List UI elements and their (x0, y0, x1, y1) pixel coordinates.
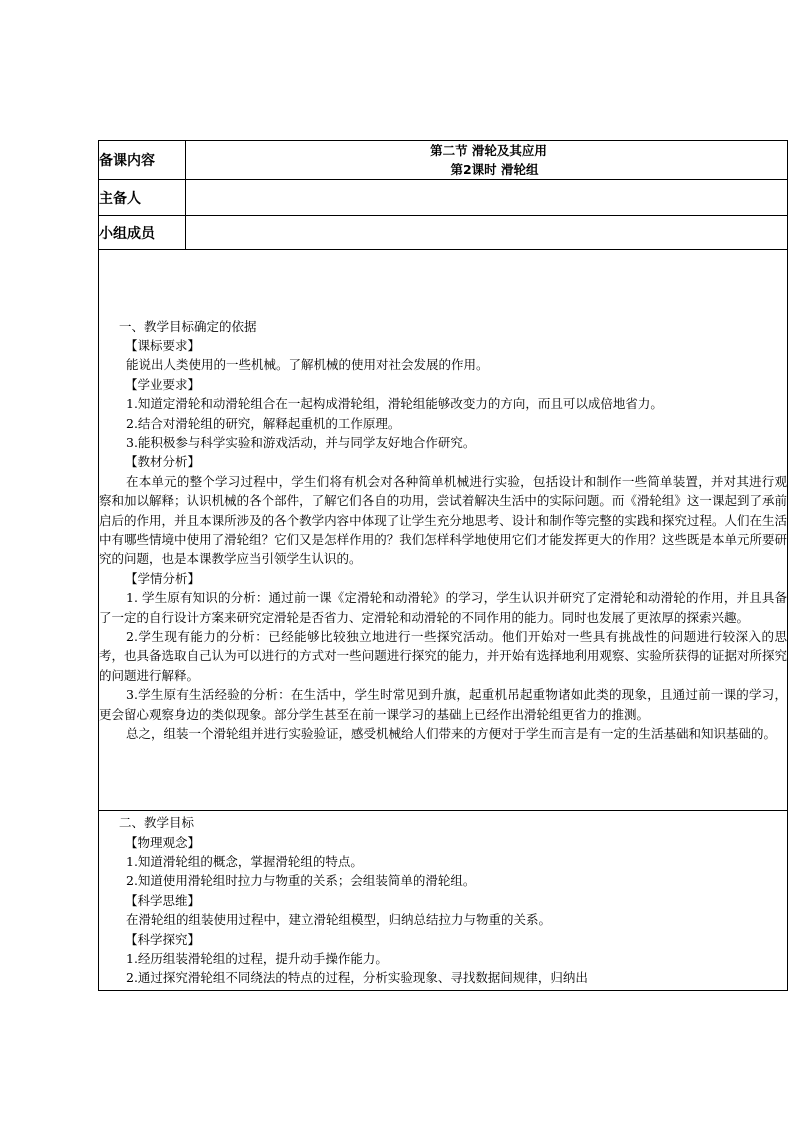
textbook-text: 在本单元的整个学习过程中，学生们将有机会对各种简单机械进行实验，包括设计和制作一些简单装置，并对其进行观察和加以解释；认识机械的各个部件，了解它们各自的功用，尝试着解决生活中的实际问题。而《滑轮组》这一课起到了承前启后的作用，并且本课所涉及的各个教学内容中体现了让学生充分地思考、设计和制作等完整的实践和探究过程。人们在生活中有哪些情境中使用了滑轮组？它们又是怎样作用的？我们怎样科学地使用它们才能发挥更大的作用？这些既是本单元所要研究的问题，也是本课教学应当引领学生认识的。 (99, 473, 787, 567)
lesson-title-line2: 第2课时 滑轮组 (450, 162, 539, 177)
section1-cell (99, 250, 788, 811)
prep-content-row (99, 141, 788, 180)
academic-item-1: 1.知道定滑轮和动滑轮组合在一起构成滑轮组，滑轮组能够改变力的方向，而且可以成倍地省力。 (126, 396, 663, 412)
inquiry-heading: 【科学探究】 (125, 931, 201, 947)
prep-content-label: 备课内容 (99, 141, 186, 180)
host-label: 主备人 (99, 180, 186, 216)
textbook-heading: 【教材分析】 (125, 454, 201, 470)
group-row (99, 216, 788, 250)
thinking-text: 在滑轮组的组装使用过程中，建立滑轮组模型，归纳总结拉力与物重的关系。 (126, 912, 552, 928)
student-summary: 总之，组装一个滑轮组并进行实验验证，感受机械给人们带来的方便对于学生而言是有一定的生活基础和知识基础的。 (126, 726, 777, 742)
student-item-3: 3.学生原有生活经验的分析：在生活中，学生时常见到升旗，起重机吊起重物诸如此类的现象，且通过前一课的学习，更会留心观察身边的类似现象。部分学生甚至在前一课学习的基础上已经作出滑轮组更省力的推测。 (99, 687, 787, 722)
inquiry-item-1: 1.经历组装滑轮组的过程，提升动手操作能力。 (126, 951, 388, 967)
section2-cell (99, 811, 788, 991)
curriculum-text: 能说出人类使用的一些机械。了解机械的使用对社会发展的作用。 (126, 357, 489, 373)
thinking-heading: 【科学思维】 (125, 892, 201, 908)
lesson-plan-table (98, 140, 788, 991)
physics-item-1: 1.知道滑轮组的概念，掌握滑轮组的特点。 (126, 853, 363, 869)
host-value (186, 180, 788, 216)
student-heading: 【学情分析】 (125, 570, 201, 586)
section1-row (99, 250, 788, 811)
group-label: 小组成员 (99, 216, 186, 250)
host-row (99, 180, 788, 216)
section2-row (99, 811, 788, 991)
academic-item-3: 3.能积极参与科学实验和游戏活动，并与同学友好地合作研究。 (126, 434, 476, 450)
physics-heading: 【物理观念】 (125, 834, 201, 850)
group-value (186, 216, 788, 250)
lesson-title-line1: 第二节 滑轮及其应用 (430, 143, 547, 158)
section1-title: 一、教学目标确定的依据 (119, 318, 257, 334)
student-item-1: 1. 学生原有知识的分析：通过前一课《定滑轮和动滑轮》的学习，学生认识并研究了定滑轮和动滑轮的作用，并且具备了一定的自行设计方案来研究定滑轮是否省力、定滑轮和动滑轮的不同作用的能力。同时也发展了更浓厚的探索兴趣。 (99, 590, 787, 625)
physics-item-2: 2.知道使用滑轮组时拉力与物重的关系；会组装简单的滑轮组。 (126, 873, 476, 889)
student-item-2: 2.学生现有能力的分析：已经能够比较独立地进行一些探究活动。他们开始对一些具有挑战性的问题进行较深入的思考，也具备选取自己认为可以进行的方式对一些问题进行探究的能力，并开始有选择地利用观察、实验所获得的证据对所探究的问题进行解释。 (99, 629, 787, 683)
section2-title: 二、教学目标 (119, 815, 195, 831)
academic-item-2: 2.结合对滑轮组的研究，解释起重机的工作原理。 (126, 415, 401, 431)
lesson-title-cell (186, 141, 788, 180)
inquiry-item-2: 2.通过探究滑轮组不同绕法的特点的过程，分析实验现象、寻找数据间规律，归纳出 (126, 970, 588, 986)
academic-heading: 【学业要求】 (125, 376, 201, 392)
curriculum-heading: 【课标要求】 (125, 337, 201, 353)
